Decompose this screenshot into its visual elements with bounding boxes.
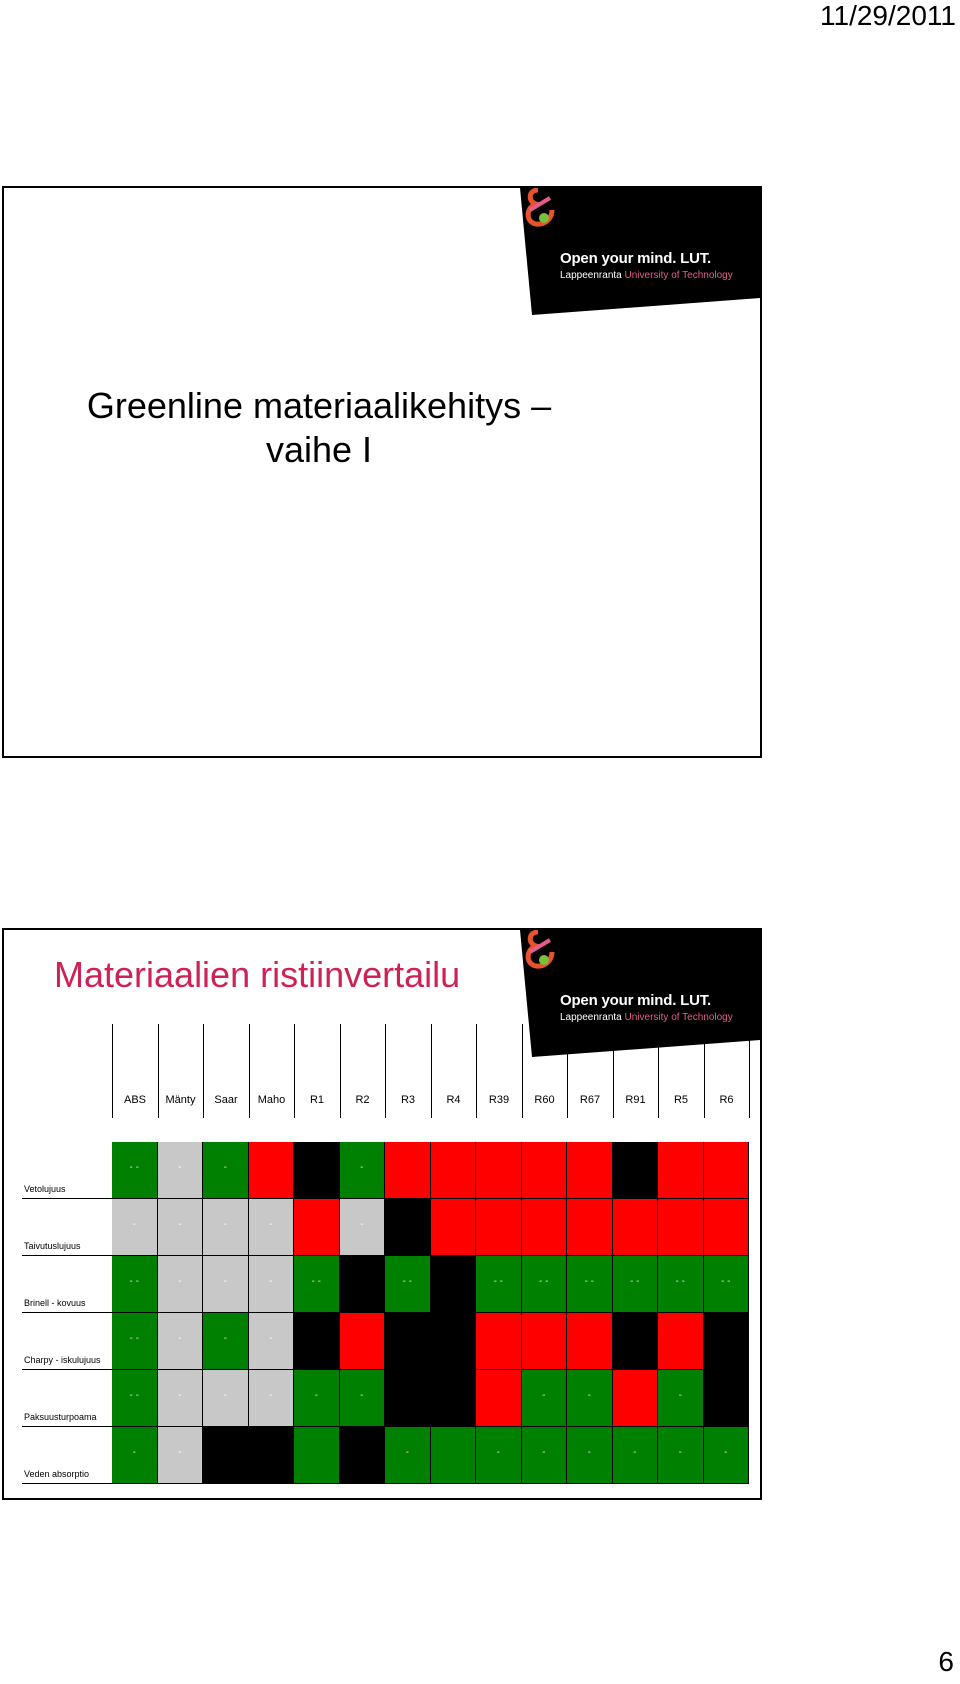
matrix-cell: - (158, 1427, 204, 1484)
logo-tagline: Open your mind. LUT. (560, 250, 712, 267)
matrix-cell (431, 1199, 477, 1256)
matrix-cell (385, 1142, 431, 1199)
matrix-column-header: Mänty (165, 1094, 196, 1106)
matrix-cell (658, 1199, 704, 1256)
matrix-cell (476, 1199, 522, 1256)
page-date: 11/29/2011 (820, 0, 956, 31)
matrix-cell: - (658, 1427, 704, 1484)
matrix-cell (704, 1142, 750, 1199)
slide-1 (2, 186, 762, 758)
lut-logo (520, 188, 760, 315)
matrix-cell: - (340, 1199, 386, 1256)
matrix-cell: - (613, 1427, 659, 1484)
matrix-cell: - - (476, 1256, 522, 1313)
matrix-column-header: R5 (673, 1094, 689, 1106)
matrix-cell (704, 1199, 750, 1256)
matrix-cell (431, 1142, 477, 1199)
matrix-cell (613, 1370, 659, 1427)
matrix-column-header: R39 (488, 1094, 510, 1106)
matrix-cell: - (112, 1427, 158, 1484)
matrix-cell: - (112, 1199, 158, 1256)
matrix-cell: - (203, 1142, 249, 1199)
logo-org: Lappeenranta University of Technology (560, 270, 733, 281)
matrix-row-divider (22, 1198, 112, 1199)
matrix-column-header: R4 (446, 1094, 461, 1106)
matrix-cell: - - (112, 1370, 158, 1427)
matrix-cell (431, 1370, 477, 1427)
matrix-cell: - (249, 1370, 295, 1427)
matrix-cell: - - (112, 1256, 158, 1313)
matrix-column-header: R1 (309, 1094, 325, 1106)
matrix-cell: - (203, 1256, 249, 1313)
matrix-cell: - (158, 1313, 204, 1370)
matrix-cell (340, 1313, 386, 1370)
matrix-cell: - (203, 1199, 249, 1256)
matrix-cell: - (385, 1427, 431, 1484)
matrix-row-divider (22, 1312, 112, 1313)
matrix-column-header: R91 (625, 1094, 646, 1106)
matrix-cell (294, 1142, 340, 1199)
slide-1-title: Greenline materiaalikehitys – vaihe I (86, 385, 552, 470)
matrix-cell (431, 1313, 477, 1370)
matrix-cell: - (522, 1427, 568, 1484)
matrix-cell: - - (112, 1142, 158, 1199)
matrix-column-header: R6 (719, 1094, 734, 1106)
matrix-cell: - (249, 1256, 295, 1313)
matrix-cell: - (658, 1370, 704, 1427)
lut-logo (520, 930, 760, 1057)
ampersand-logo-icon (520, 930, 556, 970)
matrix-column-header: Saar (214, 1094, 238, 1106)
matrix-cell: - (158, 1199, 204, 1256)
matrix-cell (658, 1142, 704, 1199)
matrix-cell (704, 1313, 750, 1370)
matrix-cell (613, 1199, 659, 1256)
matrix-column-header: R67 (579, 1094, 601, 1106)
matrix-cell (431, 1427, 477, 1484)
matrix-cell (567, 1313, 613, 1370)
matrix-cell: - - (522, 1256, 568, 1313)
matrix-cell: - (158, 1142, 204, 1199)
matrix-cell (613, 1313, 659, 1370)
matrix-cell: - (476, 1427, 522, 1484)
slide-2 (2, 928, 762, 1500)
matrix-cell: - - (112, 1313, 158, 1370)
matrix-cell: - (249, 1313, 295, 1370)
matrix-cell (431, 1256, 477, 1313)
matrix-column-header: R2 (355, 1094, 370, 1106)
matrix-cell: - (340, 1142, 386, 1199)
matrix-cell: - - (567, 1256, 613, 1313)
matrix-cell: - - (385, 1256, 431, 1313)
matrix-cell (294, 1313, 340, 1370)
matrix-cell (567, 1199, 613, 1256)
ampersand-logo-icon (520, 188, 556, 228)
matrix-cell (249, 1142, 295, 1199)
matrix-cell: - (340, 1370, 386, 1427)
slide-2-title: Materiaalien ristiinvertailu (54, 954, 461, 995)
matrix-column-header: ABS (123, 1094, 146, 1106)
matrix-cell: - (158, 1256, 204, 1313)
logo-tagline: Open your mind. LUT. (560, 992, 712, 1009)
matrix-row-label: Veden absorptio (24, 1469, 90, 1479)
matrix-cell (385, 1199, 431, 1256)
matrix-cell: - - (613, 1256, 659, 1313)
matrix-cell (522, 1199, 568, 1256)
matrix-cell (613, 1142, 659, 1199)
matrix-row-divider (22, 1483, 112, 1484)
matrix-row-label: Vetolujuus (24, 1184, 66, 1194)
matrix-row-label: Charpy - iskulujuus (24, 1355, 101, 1365)
matrix-cell (704, 1370, 750, 1427)
matrix-cell: - - (658, 1256, 704, 1313)
matrix-cell (340, 1256, 386, 1313)
matrix-column-header: Maho (257, 1094, 286, 1106)
matrix-cell: - (294, 1370, 340, 1427)
matrix-cell (385, 1313, 431, 1370)
matrix-cell: - (567, 1427, 613, 1484)
matrix-cell (476, 1142, 522, 1199)
matrix-cell: - (522, 1370, 568, 1427)
page-number: 6 (938, 1646, 954, 1677)
matrix-cell: - (203, 1370, 249, 1427)
matrix-cell (522, 1313, 568, 1370)
matrix-cell (294, 1427, 340, 1484)
matrix-cell: - (704, 1427, 750, 1484)
matrix-row-label: Paksuusturpoama (24, 1412, 97, 1422)
matrix-row-divider (22, 1369, 112, 1370)
matrix-cell: - (203, 1313, 249, 1370)
matrix-cell: - - (704, 1256, 750, 1313)
matrix-cell (476, 1370, 522, 1427)
matrix-cell: - - (294, 1256, 340, 1313)
matrix-cell (249, 1427, 295, 1484)
matrix-row-label: Taivutuslujuus (24, 1241, 81, 1251)
matrix-cell (385, 1370, 431, 1427)
matrix-cell: - (158, 1370, 204, 1427)
matrix-cell (658, 1313, 704, 1370)
matrix-cell: - (249, 1199, 295, 1256)
matrix-cell (476, 1313, 522, 1370)
matrix-row-divider (22, 1255, 112, 1256)
matrix-cell (203, 1427, 249, 1484)
matrix-cell: - (567, 1370, 613, 1427)
matrix-cell (567, 1142, 613, 1199)
matrix-cell (340, 1427, 386, 1484)
logo-org: Lappeenranta University of Technology (560, 1012, 733, 1023)
matrix-row-divider (22, 1426, 112, 1427)
matrix-cell (294, 1199, 340, 1256)
matrix-cell (522, 1142, 568, 1199)
matrix-column-header: R3 (400, 1094, 416, 1106)
matrix-row-label: Brinell - kovuus (24, 1298, 86, 1308)
matrix-column-header: R60 (534, 1094, 555, 1106)
